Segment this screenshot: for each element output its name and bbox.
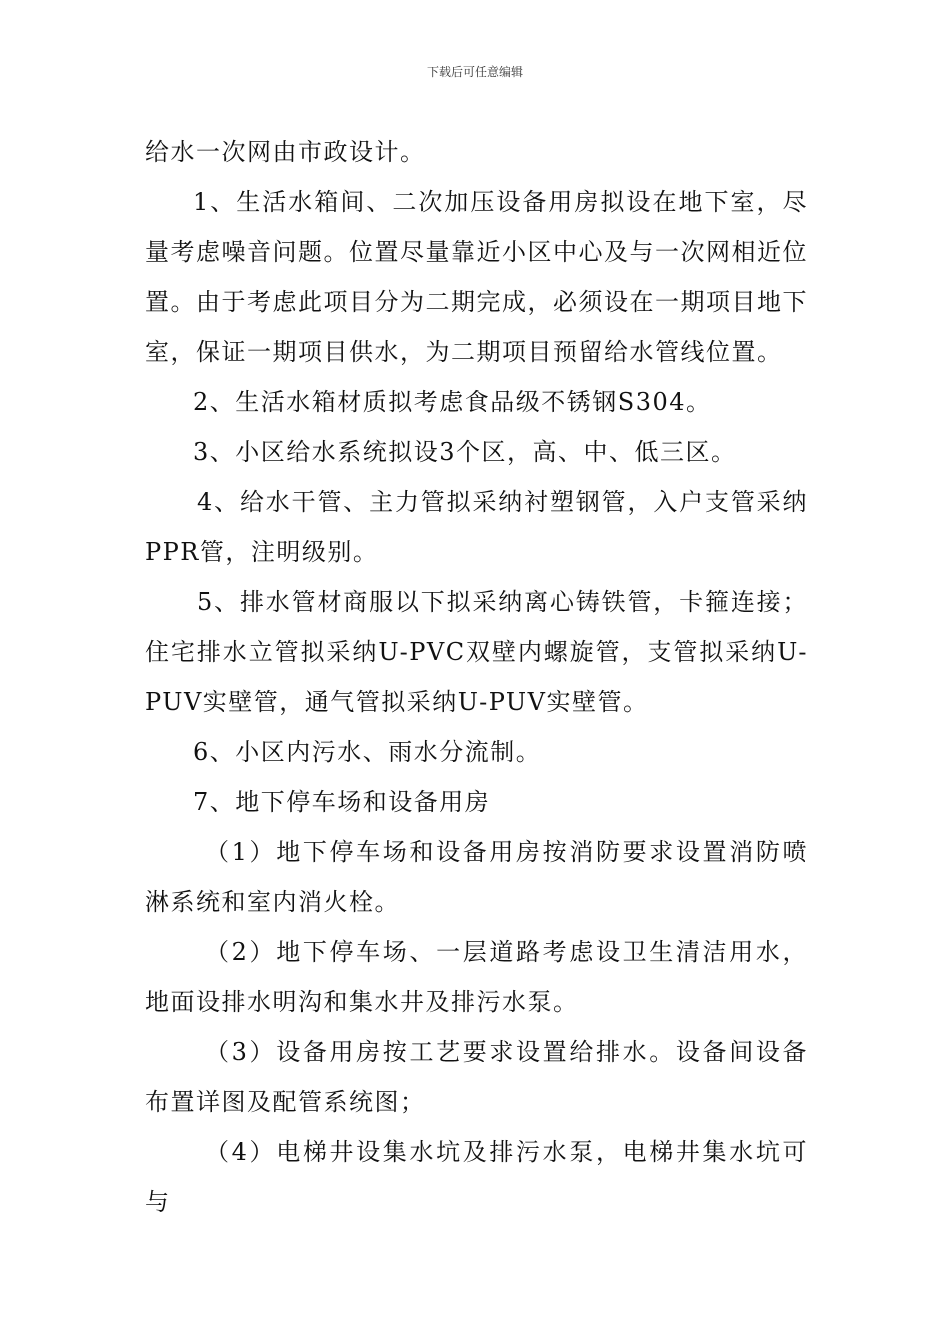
paragraph-water-supply-intro: 给水一次网由市政设计。 [145, 138, 426, 166]
paragraph-subitem-3: （3）设备用房按工艺要求设置给排水。设备间设备布置详图及配管系统图； [145, 1038, 808, 1116]
paragraph-item-2: 2、生活水箱材质拟考虑食品级不锈钢S304。 [193, 388, 712, 416]
paragraph-item-6: 6、小区内污水、雨水分流制。 [193, 738, 542, 766]
paragraph-item-5: 5、排水管材商服以下拟采纳离心铸铁管，卡箍连接；住宅排水立管拟采纳U-PVC双壁内螺旋管，支管拟采纳U-PUV实壁管，通气管拟采纳U-PUV实壁管。 [145, 588, 808, 716]
paragraph-item-3: 3、小区给水系统拟设3个区，高、中、低三区。 [193, 438, 737, 466]
page-header: 下载后可任意编辑 [426, 65, 523, 79]
paragraph-subitem-1: （1）地下停车场和设备用房按消防要求设置消防喷淋系统和室内消火栓。 [145, 838, 808, 916]
document-body [145, 127, 808, 1227]
paragraph-item-7: 7、地下停车场和设备用房 [193, 788, 491, 816]
paragraph-subitem-4: （4）电梯井设集水坑及排污水泵，电梯井集水坑可与 [145, 1138, 808, 1216]
paragraph-item-1: 1、生活水箱间、二次加压设备用房拟设在地下室，尽量考虑噪音问题。位置尽量靠近小区中心及与一次网相近位置。由于考虑此项目分为二期完成，必须设在一期项目地下室，保证一期项目供水，为二期项目预留给水管线位置。 [145, 188, 808, 366]
paragraph-subitem-2: （2）地下停车场、一层道路考虑设卫生清洁用水，地面设排水明沟和集水井及排污水泵。 [145, 938, 808, 1016]
paragraph-item-4: 4、给水干管、主力管拟采纳衬塑钢管，入户支管采纳PPR管，注明级别。 [145, 488, 808, 566]
